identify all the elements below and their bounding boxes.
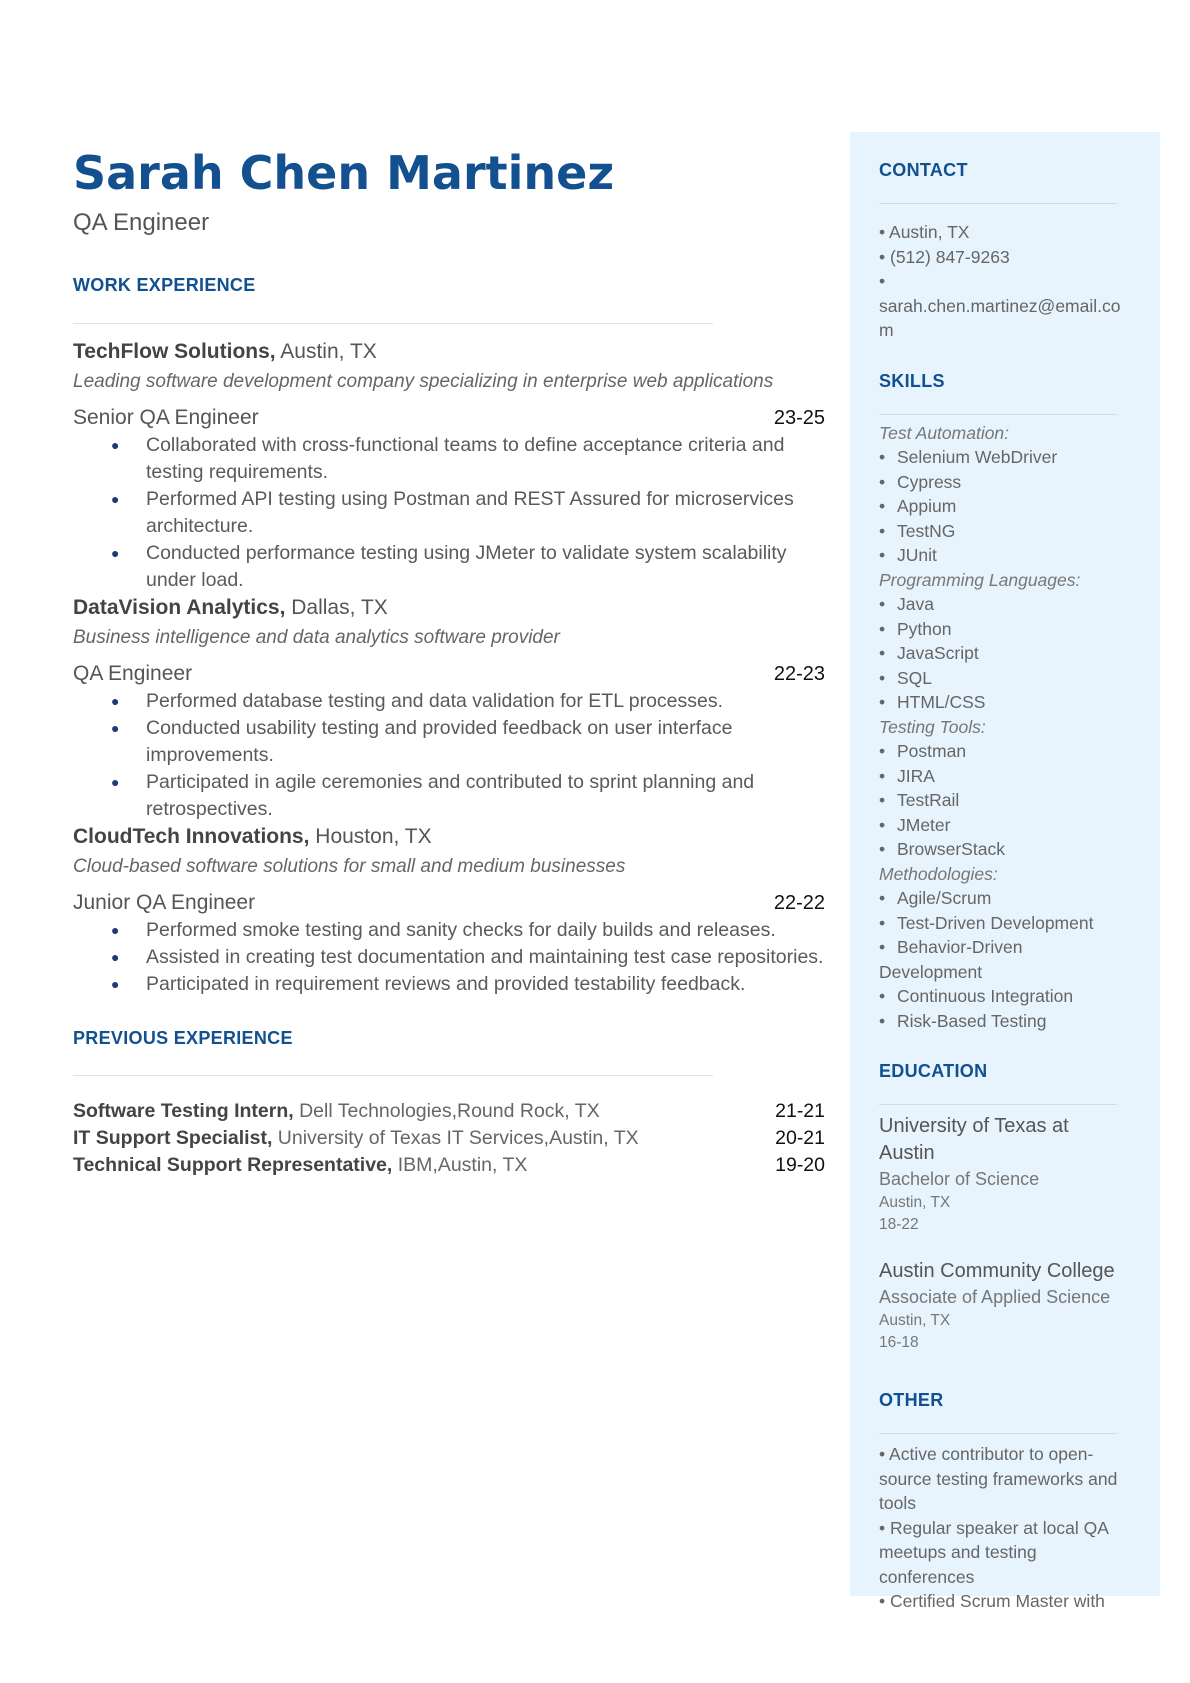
other-text: Active contributor to open-	[889, 1444, 1094, 1464]
main-column	[73, 148, 825, 1179]
degree: Associate of Applied Science	[879, 1287, 1111, 1307]
bullet-icon: •	[879, 496, 886, 516]
section-divider	[73, 323, 713, 324]
other-item	[879, 1589, 1160, 1614]
bullet-icon: •	[879, 765, 886, 786]
job-role: QA Engineer	[73, 661, 193, 685]
bullet-icon: •	[879, 741, 886, 761]
section-divider	[879, 1433, 1117, 1434]
section-divider	[879, 414, 1117, 415]
other-list	[879, 1442, 1160, 1614]
bullet-icon: •	[879, 1444, 890, 1464]
sidebar	[850, 132, 1160, 1611]
bullet-icon: •	[879, 1517, 890, 1538]
other-line: meetups and testing	[879, 1542, 1037, 1562]
previous-experience-list	[73, 1098, 825, 1179]
school-location: Austin, TX	[879, 1312, 951, 1329]
job-bullet: ● Participated in agile ceremonies and contributed to sprint planning and retrospectives.	[73, 769, 825, 823]
company-line	[73, 338, 825, 366]
previous-experience-row	[73, 1098, 825, 1125]
bullet-icon: •	[879, 246, 890, 267]
job-bullet: ● Performed smoke testing and sanity checks for daily builds and releases.	[73, 917, 825, 944]
job-bullets	[73, 688, 825, 823]
skills-list	[879, 421, 1160, 1034]
skill-item	[879, 519, 1160, 544]
bullet-icon: •	[879, 1010, 886, 1031]
skill-name: Appium	[897, 496, 957, 516]
skill-category: Programming Languages:	[879, 569, 1081, 590]
skill-item	[879, 886, 1160, 911]
education-heading: EDUCATION	[879, 1061, 988, 1081]
skill-name: Selenium WebDriver	[897, 447, 1058, 467]
skill-name: Java	[897, 594, 934, 614]
other-line	[879, 1442, 1160, 1467]
job-bullet: ● Performed database testing and data validation for ETL processes.	[73, 688, 825, 715]
skill-name: SQL	[897, 667, 933, 688]
previous-dates: 20-21	[775, 1126, 825, 1149]
skill-item	[879, 617, 1160, 642]
other-line: tools	[879, 1493, 916, 1513]
skill-name: Continuous Integration	[897, 986, 1074, 1006]
skill-name: TestRail	[897, 790, 960, 810]
bullet-icon: •	[879, 594, 886, 614]
job-dates: 22-22	[773, 891, 825, 914]
school-name: Austin Community College	[879, 1260, 1115, 1282]
bullet-icon: •	[879, 520, 886, 541]
job-bullet: ● Conducted performance testing using JMeter to validate system scalability under load.	[73, 540, 825, 594]
school-location: Austin, TX	[879, 1194, 951, 1211]
other-text: Regular speaker at local QA	[890, 1517, 1109, 1538]
contact-phone	[879, 245, 1160, 270]
skill-name: Behavior-Driven	[897, 937, 1023, 957]
skill-item	[879, 739, 1160, 764]
job-entry	[73, 823, 825, 998]
bullet-icon: •	[879, 937, 886, 957]
bullet-icon: •	[879, 912, 886, 933]
bullet-icon: •	[879, 888, 886, 908]
bullet-icon: •	[879, 814, 886, 835]
job-bullets	[73, 432, 825, 594]
skill-name: Cypress	[897, 471, 962, 492]
skill-name: Risk-Based Testing	[897, 1010, 1047, 1031]
previous-role: Software Testing Intern,	[73, 1099, 294, 1122]
bullet-icon: •	[879, 471, 886, 492]
company-name: CloudTech Innovations,	[73, 824, 310, 848]
skill-item	[879, 666, 1160, 691]
candidate-name: Sarah Chen Martinez	[73, 146, 615, 200]
skill-name: Agile/Scrum	[897, 888, 992, 908]
other-line	[879, 1516, 1160, 1541]
school-name: Austin	[879, 1142, 935, 1164]
skill-item	[879, 911, 1160, 936]
section-divider	[73, 1075, 713, 1076]
candidate-title: QA Engineer	[73, 208, 210, 236]
bullet-icon: •	[879, 790, 886, 810]
skill-category: Testing Tools:	[879, 716, 986, 737]
role-row	[73, 404, 825, 432]
bullet-icon: •	[879, 643, 886, 663]
previous-experience-row	[73, 1152, 825, 1179]
skill-name: JMeter	[897, 814, 951, 835]
contact-list	[879, 220, 1160, 343]
company-description: Cloud-based software solutions for small and medium businesses	[73, 855, 626, 877]
section-divider	[879, 203, 1117, 204]
skills-heading: SKILLS	[879, 370, 945, 391]
previous-role: IT Support Specialist,	[73, 1126, 273, 1149]
skill-name: JIRA	[897, 765, 935, 786]
work-experience-list	[73, 338, 825, 998]
job-entry	[73, 338, 825, 594]
skill-name: JUnit	[897, 545, 937, 565]
bullet-icon: •	[879, 986, 886, 1006]
other-line: source testing frameworks and	[879, 1468, 1118, 1489]
company-location: Dallas, TX	[285, 595, 388, 619]
role-row	[73, 660, 825, 688]
company-line	[73, 594, 825, 622]
bullet-icon: •	[879, 222, 890, 242]
other-heading: OTHER	[879, 1390, 944, 1410]
contact-phone-text: (512) 847-9263	[890, 246, 1010, 267]
job-bullet: ● Performed API testing using Postman and REST Assured for microservices architecture.	[73, 486, 825, 540]
company-name: DataVision Analytics,	[73, 595, 286, 619]
company-location: Houston, TX	[309, 824, 432, 848]
bullet-icon: •	[879, 839, 886, 859]
job-bullet: ● Assisted in creating test documentation and maintaining test case repositories.	[73, 944, 825, 971]
work-experience-heading: WORK EXPERIENCE	[73, 274, 256, 295]
previous-dates: 19-20	[775, 1153, 825, 1176]
job-role: Senior QA Engineer	[73, 405, 259, 429]
previous-org: IBM,Austin, TX	[392, 1153, 528, 1176]
other-item	[879, 1516, 1160, 1590]
job-bullets	[73, 917, 825, 998]
contact-email-line: sarah.chen.martinez@email.co	[879, 295, 1121, 316]
company-description: Business intelligence and data analytics software provider	[73, 626, 560, 648]
company-description: Leading software development company specializing in enterprise web applications	[73, 370, 774, 392]
skill-item	[879, 543, 1160, 568]
skill-item-wrap: Development	[879, 961, 983, 982]
bullet-icon: •	[879, 447, 886, 467]
bullet-icon: •	[879, 667, 886, 688]
skill-name: Test-Driven Development	[897, 912, 1094, 933]
skill-item	[879, 592, 1160, 617]
skill-name: TestNG	[897, 520, 956, 541]
company-line	[73, 823, 825, 851]
job-entry	[73, 594, 825, 823]
skill-name: BrowserStack	[897, 839, 1005, 859]
bullet-icon: •	[879, 1591, 890, 1611]
skill-name: JavaScript	[897, 643, 979, 663]
skill-item	[879, 788, 1160, 813]
previous-org: University of Texas IT Services,Austin, TX	[272, 1126, 639, 1149]
skill-item	[879, 837, 1160, 862]
skill-item	[879, 764, 1160, 789]
skill-category: Test Automation:	[879, 422, 1010, 443]
degree: Bachelor of Science	[879, 1169, 1040, 1189]
company-location: Austin, TX	[275, 339, 377, 363]
bullet-icon: •	[879, 545, 886, 565]
previous-org: Dell Technologies,Round Rock, TX	[293, 1099, 600, 1122]
school-dates: 18-22	[879, 1216, 919, 1233]
contact-heading: CONTACT	[879, 160, 968, 180]
skill-item	[879, 690, 1160, 715]
education-entry	[879, 1258, 1160, 1354]
skill-name: Postman	[897, 741, 967, 761]
role-row	[73, 889, 825, 917]
previous-experience-row	[73, 1125, 825, 1152]
skill-item	[879, 935, 1160, 960]
education-entry	[879, 1113, 1160, 1236]
school-name: University of Texas at	[879, 1115, 1069, 1137]
bullet-icon: •	[879, 692, 886, 712]
bullet-icon: •	[879, 618, 886, 639]
other-line: conferences	[879, 1566, 975, 1587]
previous-experience-heading: PREVIOUS EXPERIENCE	[73, 1027, 293, 1048]
other-item	[879, 1442, 1160, 1516]
contact-location	[879, 220, 1160, 245]
other-text: Certified Scrum Master with	[890, 1591, 1105, 1611]
job-role: Junior QA Engineer	[73, 890, 256, 914]
education-list	[879, 1113, 1160, 1354]
skill-item	[879, 470, 1160, 495]
job-bullet: ● Participated in requirement reviews and provided testability feedback.	[73, 971, 825, 998]
skill-name: HTML/CSS	[897, 692, 986, 712]
school-dates: 16-18	[879, 1334, 919, 1351]
job-dates: 22-23	[773, 662, 825, 685]
skill-item	[879, 1009, 1160, 1034]
job-dates: 23-25	[773, 406, 825, 429]
skill-item	[879, 984, 1160, 1009]
job-bullet: ● Collaborated with cross-functional teams to define acceptance criteria and testing requirements.	[73, 432, 825, 486]
skill-item	[879, 494, 1160, 519]
job-bullet: ● Conducted usability testing and provided feedback on user interface improvements.	[73, 715, 825, 769]
contact-location-text: Austin, TX	[889, 222, 970, 242]
skill-item	[879, 445, 1160, 470]
section-divider	[879, 1104, 1117, 1105]
skill-name: Python	[897, 618, 952, 639]
contact-email-line: m	[879, 320, 894, 340]
bullet-icon: •	[879, 271, 886, 291]
skill-item	[879, 813, 1160, 838]
skill-category: Methodologies:	[879, 863, 998, 884]
previous-dates: 21-21	[775, 1099, 825, 1122]
company-name: TechFlow Solutions,	[73, 339, 276, 363]
skill-item	[879, 641, 1160, 666]
other-line	[879, 1589, 1160, 1614]
previous-role: Technical Support Representative,	[73, 1153, 393, 1176]
